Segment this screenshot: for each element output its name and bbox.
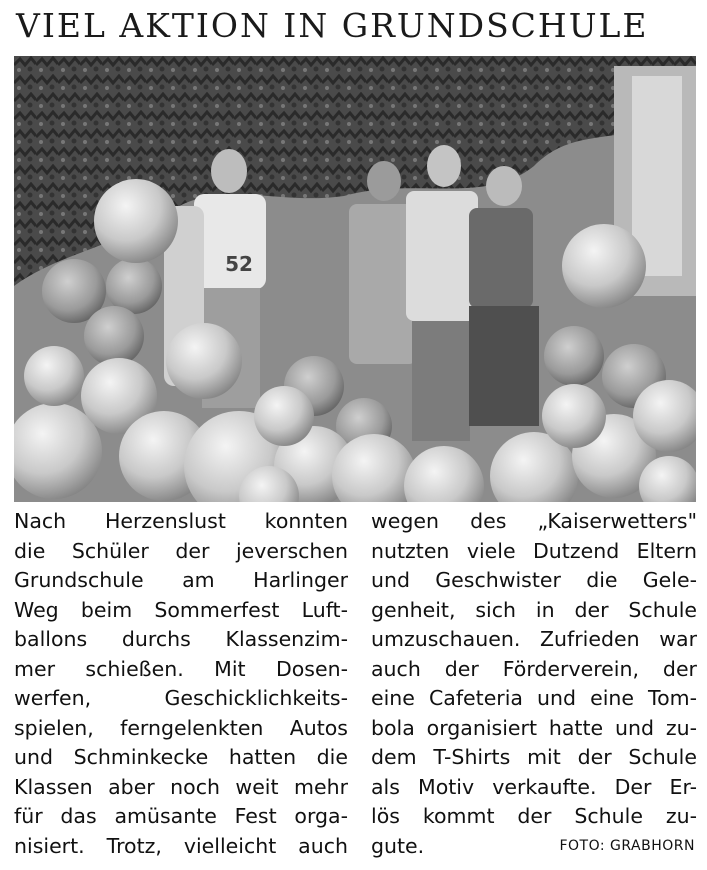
text-line: mer schießen. Mit Dosen- (14, 656, 348, 681)
text-line: Nach Herzenslust konnten (14, 509, 348, 533)
text-line: eine Cafeteria und eine Tom- (371, 686, 697, 710)
text-line: werfen, Geschicklichkeits- (14, 686, 348, 710)
text-line: und Schminkecke hatten die (14, 745, 348, 769)
text-line: Grundschule am Harlinger (14, 568, 348, 592)
text-line: ballons durchs Klassenzim- (14, 627, 348, 651)
text-line: nutzten viele Dutzend Eltern (371, 538, 697, 563)
text-line: lös kommt der Schule zu- (371, 804, 697, 828)
text-line: die Schüler der jeverschen (14, 538, 348, 563)
article-photo (14, 56, 696, 502)
text-line: und Geschwister die Gele- (371, 568, 697, 592)
text-line: Klassen aber noch weit mehr (14, 774, 348, 799)
text-line: spielen, ferngelenkten Autos (14, 715, 348, 740)
photo-credit: FOTO: GRABHORN (559, 838, 695, 854)
text-line: als Motiv verkaufte. Der Er- (371, 774, 697, 799)
text-line: dem T-Shirts mit der Schule (371, 745, 697, 769)
text-line: nisiert. Trotz, vielleicht auch (14, 833, 348, 858)
text-line: auch der Förderverein, der (371, 656, 697, 681)
text-line: für das amüsante Fest orga- (14, 804, 348, 828)
text-line: bola organisiert hatte und zu- (371, 715, 697, 740)
text-line: Weg beim Sommerfest Luft- (14, 597, 348, 622)
article-column-left (14, 507, 348, 861)
headline: VIEL AKTION IN GRUNDSCHULE (16, 6, 649, 45)
text-line: genheit, sich in der Schule (371, 597, 697, 622)
shirt-number: 52 (225, 252, 253, 276)
text-line: umzuschauen. Zufrieden war (371, 627, 697, 651)
text-line: wegen des „Kaiserwetters" (371, 509, 697, 533)
article-column-right (371, 507, 697, 861)
text-line: gute. (371, 833, 425, 858)
